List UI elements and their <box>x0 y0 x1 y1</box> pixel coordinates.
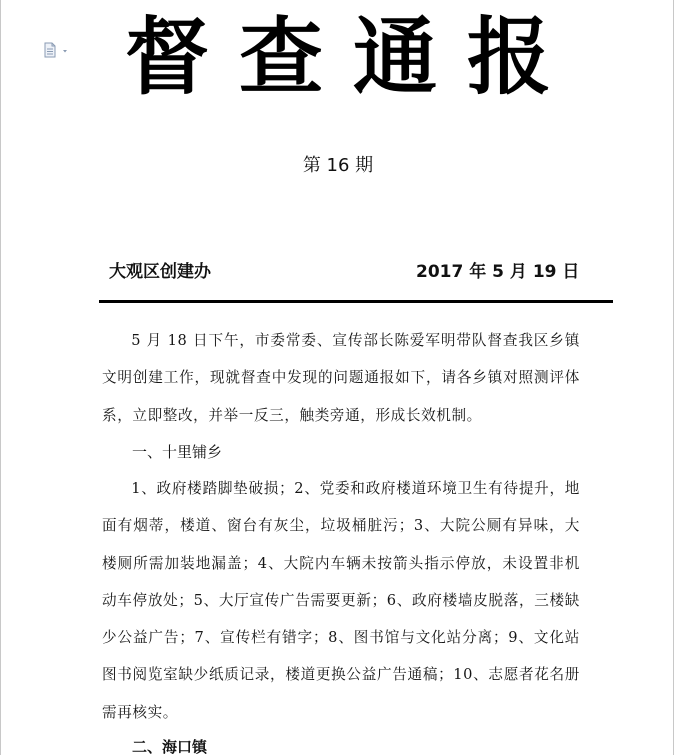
issue-date: 2017 年 5 月 19 日 <box>416 262 580 282</box>
section-heading: 一、十里铺乡 <box>132 443 223 461</box>
section-heading: 二、海口镇 <box>132 738 208 755</box>
report-title: 督查通报 <box>124 8 581 106</box>
intro-paragraph: 5 月 18 日下午，市委常委、宣传部长陈爱军明带队督查我区乡镇文明创建工作，现就督查中发现的问题通报如下，请各乡镇对照测评体系，立即整改，并举一反三，触类旁通，形成长效机制。 <box>102 332 580 424</box>
issue-number: 第 16 期 <box>302 155 374 176</box>
section-paragraph: 1、政府楼踏脚垫破损；2、党委和政府楼道环境卫生有待提升，地面有烟蒂，楼道、窗台有灰尘，垃圾桶脏污；3、大院公厕有异味，大楼厕所需加装地漏盖；4、大院内车辆未按箭头指示停放，未设置非机动车停放处；5、大厅宣传广告需要更新；6、政府楼墙皮脱落，三楼缺少公益广告；7、宣传栏有错字；8、图书馆与文化站分离；9、文化站图书阅览室缺少纸质记录，楼道更换公益广告通稿；10、志愿者花名册需再核实。 <box>102 480 580 721</box>
header-divider <box>99 300 613 303</box>
issuer-name: 大观区创建办 <box>109 262 211 282</box>
